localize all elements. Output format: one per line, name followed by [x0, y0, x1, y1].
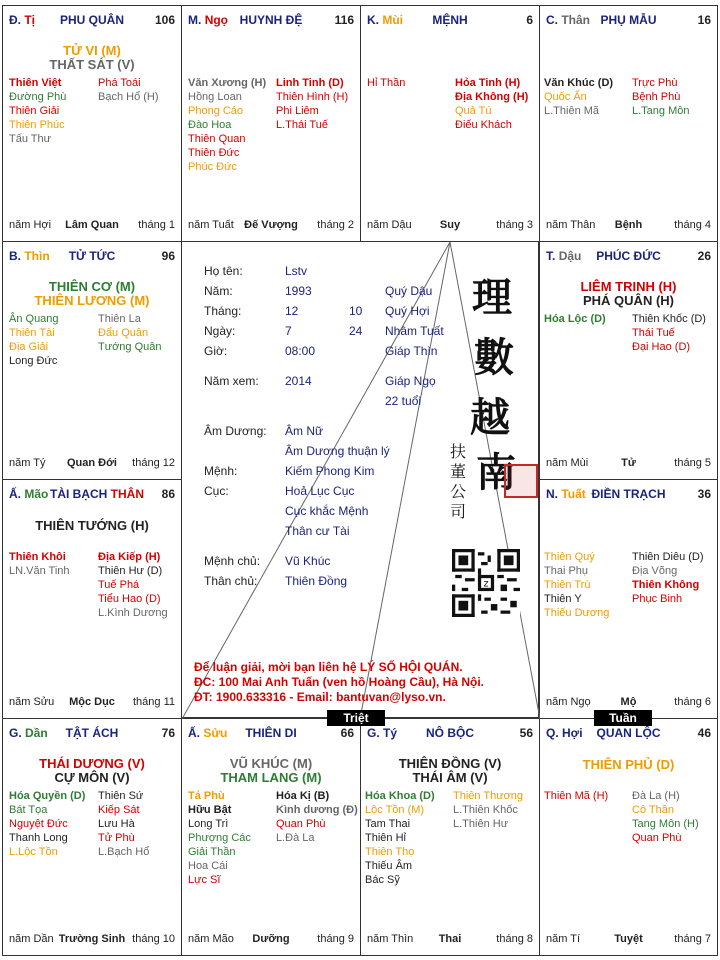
value-thang: 12 [285, 304, 299, 318]
contact-line-1: Để luận giải, mời bạn liên hệ LÝ SỐ HỘI QUÁN. [194, 660, 463, 674]
star-list-right: Thiên Khốc (D) Thái Tuế Đại Hao (D) [632, 313, 706, 353]
value-tuoi: 22 tuổi [385, 394, 422, 408]
value-gio: 08:00 [285, 344, 316, 358]
star-list-right: Thiên Thương L.Thiên Khốc L.Thiên Hư [453, 790, 524, 830]
palace-cell-ti[interactable] [2, 5, 182, 242]
palace-cell-mao[interactable]: Ấ. Mão TÀI BẠCH THÂN 86 THIÊN TƯỚNG (H) Thiên Khôi LN.Văn Tinh Địa Kiếp (H) Thiên Hư (D) Tuế Phá Tiểu Hao (D) L.Kình Dương năm Sửu Mộc Dục tháng 11 [2, 479, 182, 719]
value-amduong: Âm Nữ [285, 424, 324, 438]
palace-name: QUAN LỘC [596, 726, 661, 740]
star-list-right: Địa Kiếp (H) Thiên Hư (D) Tuế Phá Tiểu Hao (D) L.Kình Dương [98, 551, 168, 619]
main-star-2: PHÁ QUÂN (H) [583, 293, 674, 308]
label-menhchu: Mệnh chủ: [204, 554, 261, 568]
value-cuc: Hoả Lục Cục [285, 484, 355, 498]
cell-position: Đ. Tị [9, 13, 36, 27]
value-thanchu: Thiên Đồng [285, 574, 348, 588]
main-star-1: LIÊM TRINH (H) [580, 279, 677, 294]
palace-name: HUYNH ĐỆ [239, 13, 303, 27]
value-ngay: 7 [285, 324, 292, 338]
label-thanchu: Thân chủ: [204, 574, 258, 588]
main-star-1: TỬ VI (M) [63, 43, 121, 58]
tuan-tag: Tuần [594, 710, 652, 726]
main-star-1: THÁI DƯƠNG (V) [39, 756, 145, 771]
palace-cell-dau[interactable]: T. Dậu PHÚC ĐỨC 26 LIÊM TRINH (H) PHÁ QUÂN (H) Hóa Lộc (D) Thiên Khốc (D) Thái Tuế Đại Hao (D) năm Mùi Tử tháng 5 [539, 241, 718, 480]
label-ngay: Ngày: [204, 324, 236, 338]
star-list-right: Trực Phù Bệnh Phù L.Tang Môn [632, 77, 690, 117]
palace-name: PHỤ MẪU [600, 13, 657, 27]
value-ngay-canchi: Nhâm Tuất [385, 324, 444, 338]
label-gio: Giờ: [204, 344, 228, 358]
palace-number: 106 [154, 13, 175, 27]
svg-text:z: z [483, 578, 489, 590]
star-list-right: Hóa Kị (B) Kình dương (Đ) Quan Phù L.Đà La [276, 790, 358, 844]
palace-name: MỆNH [432, 13, 468, 27]
triet-tag: Triệt [327, 710, 385, 726]
seal-char-3: 公 [450, 482, 467, 501]
star-list-right: Hỏa Tinh (H) Địa Không (H) Quả Tú Điếu Khách [455, 77, 529, 131]
palace-cell-thin[interactable]: B. Thìn TỬ TỨC 96 THIÊN CƠ (M) THIÊN LƯƠNG (M) Ân Quang Thiên Tài Địa Giải Long Đức Thiên La Đẩu Quân Tướng Quân năm Tý Quan Đới tháng 12 [2, 241, 182, 480]
seal-char-1: 扶 [450, 442, 467, 461]
label-hoten: Họ tên: [204, 264, 243, 278]
label-namxem: Năm xem: [204, 374, 259, 388]
star-list-left: Hóa Khoa (D) Lộc Tồn (M) Tam Thai Thiên Hỉ Thiên Thọ Thiếu Âm Bác Sỹ [365, 790, 435, 886]
palace-name: ĐIỀN TRẠCH [591, 487, 666, 501]
main-star-1: THIÊN TƯỚNG (H) [35, 518, 149, 533]
calligraphy-char-2: 數 [474, 334, 514, 381]
cell-footer: năm Hợi Lâm Quan tháng 1 [9, 219, 175, 231]
palace-cell-than[interactable]: C. Thân PHỤ MẪU 16 Văn Khúc (D) Quốc Ấn L.Thiên Mã Trực Phù Bệnh Phù L.Tang Môn năm Thân Bệnh tháng 4 [539, 5, 718, 242]
center-info-panel [181, 241, 539, 718]
calligraphy-char-3: 越 [470, 394, 510, 441]
main-star-2: CỰ MÔN (V) [54, 770, 130, 785]
main-star-2: THIÊN LƯƠNG (M) [34, 293, 150, 308]
palace-name: PHÚC ĐỨC [596, 249, 661, 263]
palace-cell-hoi[interactable]: Q. Hợi QUAN LỘC 46 THIÊN PHỦ (D) Thiên Mã (H) Đà La (H) Cô Thần Tang Môn (H) Quan Phù năm Tí Tuyệt tháng 7 [539, 718, 718, 956]
star-list-left: Thiên Khôi LN.Văn Tinh [9, 551, 70, 577]
value-nam-canchi: Quý Dậu [385, 284, 433, 298]
contact-line-2: ĐC: 100 Mai Anh Tuấn (ven hồ Hoàng Cầu), Hà Nội. [194, 675, 485, 689]
palace-cell-ty[interactable]: G. Tý NÔ BỘC 56 THIÊN ĐỒNG (V) THÁI ÂM (V) Hóa Khoa (D) Lộc Tồn (M) Tam Thai Thiên Hỉ Thiên Thọ Thiếu Âm Bác Sỹ Thiên Thương L.Thiên Khốc L.Thiên Hư năm Thìn Thai tháng 8 [360, 718, 540, 956]
star-list-left: Thiên Mã (H) [544, 790, 609, 802]
star-list-right: Phá Toái Bạch Hổ (H) [98, 77, 159, 103]
value-nam: 1993 [285, 284, 312, 298]
main-star-2: THẤT SÁT (V) [49, 57, 135, 72]
red-seal-stamp [504, 464, 538, 498]
label-menh: Mệnh: [204, 464, 238, 478]
main-star-1: VŨ KHÚC (M) [229, 756, 313, 771]
calligraphy-char-4: 南 [476, 449, 516, 496]
label-nam: Năm: [204, 284, 233, 298]
palace-name: THIÊN DI [245, 726, 297, 740]
value-ngay-amlich: 24 [349, 324, 363, 338]
value-amduong-2: Âm Dương thuận lý [285, 444, 390, 458]
seal-char-2: 董 [450, 462, 467, 481]
star-list-left: Hỉ Thần [367, 77, 406, 89]
value-hoten: Lstv [285, 264, 308, 278]
value-namxem: 2014 [285, 374, 312, 388]
star-list-right: Linh Tinh (D) Thiên Hình (H) Phi Liêm L.Thái Tuế [276, 77, 349, 131]
palace-cell-tuat[interactable]: N. Tuất ĐIỀN TRẠCH 36 Thiên Quý Thai Phụ Thiên Trù Thiên Y Thiếu Dương Thiên Diêu (D) Địa Võng Thiên Không Phục Binh năm Ngọ Mộ tháng 6 [539, 479, 718, 719]
seal-char-4: 司 [450, 502, 467, 521]
star-list-left: Hóa Lộc (D) [544, 313, 606, 325]
star-list-right: Thiên Sứ Kiếp Sát Lưu Hà Tử Phù L.Bạch Hổ [98, 790, 150, 858]
value-cuc-3: Thân cư Tài [285, 524, 350, 538]
palace-cell-ngo[interactable]: M. Ngọ HUYNH ĐỆ 116 Văn Xương (H) Hồng Loan Phong Cáo Đào Hoa Thiên Quan Thiên Đức Phúc Đức Linh Tinh (D) Thiên Hình (H) Phi Liêm L.Thái Tuế năm Tuất Đế Vượng tháng 2 [181, 5, 361, 242]
calligraphy-char-1: 理 [472, 274, 512, 321]
label-cuc: Cục: [204, 484, 229, 498]
value-namxem-canchi: Giáp Ngọ [385, 374, 436, 388]
star-list-right: Đà La (H) Cô Thần Tang Môn (H) Quan Phù [632, 790, 699, 844]
palace-cell-mui[interactable]: K. Mùi MỆNH 6 Hỉ Thần Hỏa Tinh (H) Địa Không (H) Quả Tú Điếu Khách năm Dậu Suy tháng 3 [360, 5, 540, 242]
palace-name: TÀI BẠCH THÂN [50, 487, 144, 501]
star-list-left: Hóa Quyền (D) Bát Tọa Nguyệt Đức Thanh Long L.Lộc Tồn [9, 790, 86, 858]
palace-name: TỬ TỨC [68, 249, 116, 263]
palace-cell-dan[interactable]: G. Dần TẬT ÁCH 76 THÁI DƯƠNG (V) CỰ MÔN (V) Hóa Quyền (D) Bát Tọa Nguyệt Đức Thanh Long L.Lộc Tồn Thiên Sứ Kiếp Sát Lưu Hà Tử Phù L.Bạch Hổ năm Dần Trường Sinh tháng 10 [2, 718, 182, 956]
value-thang-canchi: Quý Hợi [385, 304, 430, 318]
main-star-1: THIÊN CƠ (M) [48, 279, 136, 294]
star-list-left: Ân Quang Thiên Tài Địa Giải Long Đức [9, 313, 59, 367]
main-star-2: THÁI ÂM (V) [412, 770, 488, 785]
value-thang-amlich: 10 [349, 304, 363, 318]
value-menh: Kiếm Phong Kim [285, 464, 375, 478]
star-list-left: Thiên Việt Đường Phù Thiên Giải Thiên Phúc Tấu Thư [9, 77, 67, 145]
palace-name: TẬT ÁCH [65, 726, 119, 740]
main-star-2: THAM LANG (M) [220, 770, 322, 785]
main-star-1: THIÊN ĐỒNG (V) [398, 756, 502, 771]
star-list-right: Thiên La Đẩu Quân Tướng Quân [98, 313, 162, 353]
star-list-left: Văn Khúc (D) Quốc Ấn L.Thiên Mã [544, 77, 614, 117]
star-list-right: Thiên Diêu (D) Địa Võng Thiên Không Phục Binh [632, 551, 704, 605]
label-thang: Tháng: [204, 304, 242, 318]
star-list-left: Văn Xương (H) Hồng Loan Phong Cáo Đào Hoa Thiên Quan Thiên Đức Phúc Đức [188, 77, 267, 173]
label-amduong: Âm Dương: [204, 424, 267, 438]
star-list-left: Thiên Quý Thai Phụ Thiên Trù Thiên Y Thiếu Dương [544, 551, 610, 619]
value-cuc-2: Cục khắc Mệnh [285, 504, 369, 518]
palace-name: NÔ BỘC [426, 726, 474, 740]
value-gio-canchi: Giáp Thìn [385, 344, 438, 358]
palace-cell-suu[interactable]: Ấ. Sửu THIÊN DI 66 VŨ KHÚC (M) THAM LANG (M) Tả Phù Hữu Bật Long Trì Phượng Các Giải Thần Hoa Cái Lực Sĩ Hóa Kị (B) Kình dương (Đ) Quan Phù L.Đà La năm Mão Dưỡng tháng 9 [181, 718, 361, 956]
main-star-1: THIÊN PHỦ (D) [582, 757, 675, 772]
value-menhchu: Vũ Khúc [285, 554, 331, 568]
palace-name: PHU QUÂN [59, 13, 124, 27]
star-list-left: Tả Phù Hữu Bật Long Trì Phượng Các Giải Thần Hoa Cái Lực Sĩ [188, 790, 251, 886]
contact-block [194, 660, 484, 705]
qr-code-icon[interactable] [452, 549, 520, 617]
contact-line-3: ĐT: 1900.633316 - Email: bantuvan@lyso.vn. [194, 690, 446, 704]
